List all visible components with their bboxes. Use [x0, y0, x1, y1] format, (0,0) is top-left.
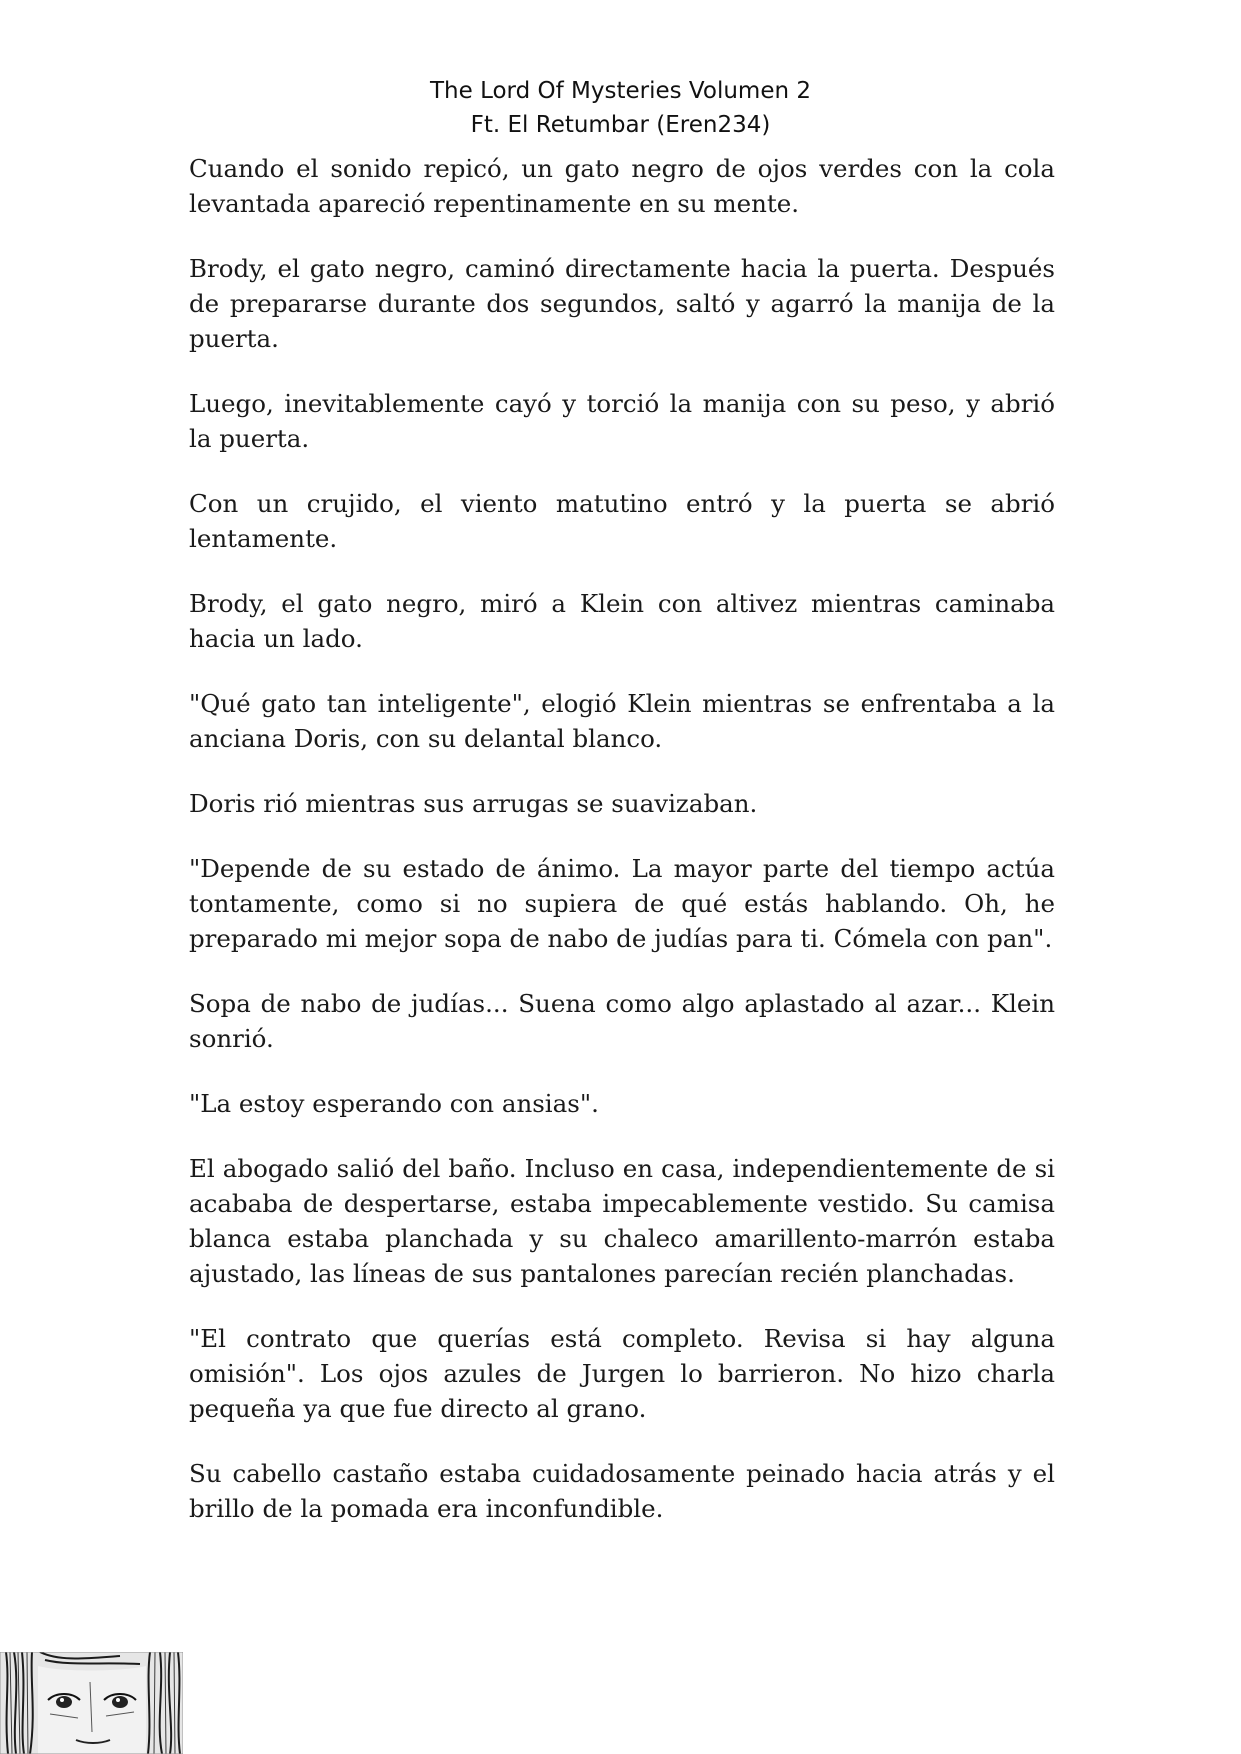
paragraph: Brody, el gato negro, caminó directamente hacia la puerta. Después de prepararse durante dos segundos, saltó y agarró la manija de la puerta. — [189, 254, 1055, 353]
paragraph: Cuando el sonido repicó, un gato negro de ojos verdes con la cola levantada apareció repentinamente en su mente. — [189, 154, 1055, 218]
paragraph: "Depende de su estado de ánimo. La mayor parte del tiempo actúa tontamente, como si no supiera de qué estás hablando. Oh, he preparado mi mejor sopa de nabo de judías para ti. Cómela con pan". — [189, 854, 1055, 953]
paragraph: "Qué gato tan inteligente", elogió Klein mientras se enfrentaba a la anciana Doris, con su delantal blanco. — [189, 689, 1055, 753]
paragraph: "La estoy esperando con ansias". — [189, 1089, 599, 1118]
paragraph: Doris rió mientras sus arrugas se suavizaban. — [189, 789, 758, 818]
paragraph: Su cabello castaño estaba cuidadosamente peinado hacia atrás y el brillo de la pomada era inconfundible. — [189, 1459, 1055, 1523]
document-title: The Lord Of Mysteries Volumen 2 — [429, 78, 811, 104]
paragraph: El abogado salió del baño. Incluso en casa, independientemente de si acababa de despertarse, estaba impecablemente vestido. Su camisa blanca estaba planchada y su chaleco amarillento-marrón estaba ajustado, las líneas de sus pantalones parecían recién planchadas. — [189, 1154, 1055, 1288]
paragraph: Con un crujido, el viento matutino entró y la puerta se abrió lentamente. — [189, 489, 1055, 553]
paragraph: "El contrato que querías está completo. Revisa si hay alguna omisión". Los ojos azules de Jurgen lo barrieron. No hizo charla pequeña ya que fue directo al grano. — [189, 1324, 1055, 1423]
document-subtitle: Ft. El Retumbar (Eren234) — [470, 112, 771, 138]
paragraph: Sopa de nabo de judías... Suena como algo aplastado al azar... Klein sonrió. — [189, 989, 1055, 1053]
paragraph: Brody, el gato negro, miró a Klein con altivez mientras caminaba hacia un lado. — [189, 589, 1055, 653]
body-text — [189, 151, 1055, 1556]
manga-face-icon — [0, 1652, 183, 1754]
page-header — [0, 74, 1241, 142]
paragraph: Luego, inevitablemente cayó y torció la manija con su peso, y abrió la puerta. — [189, 389, 1055, 453]
